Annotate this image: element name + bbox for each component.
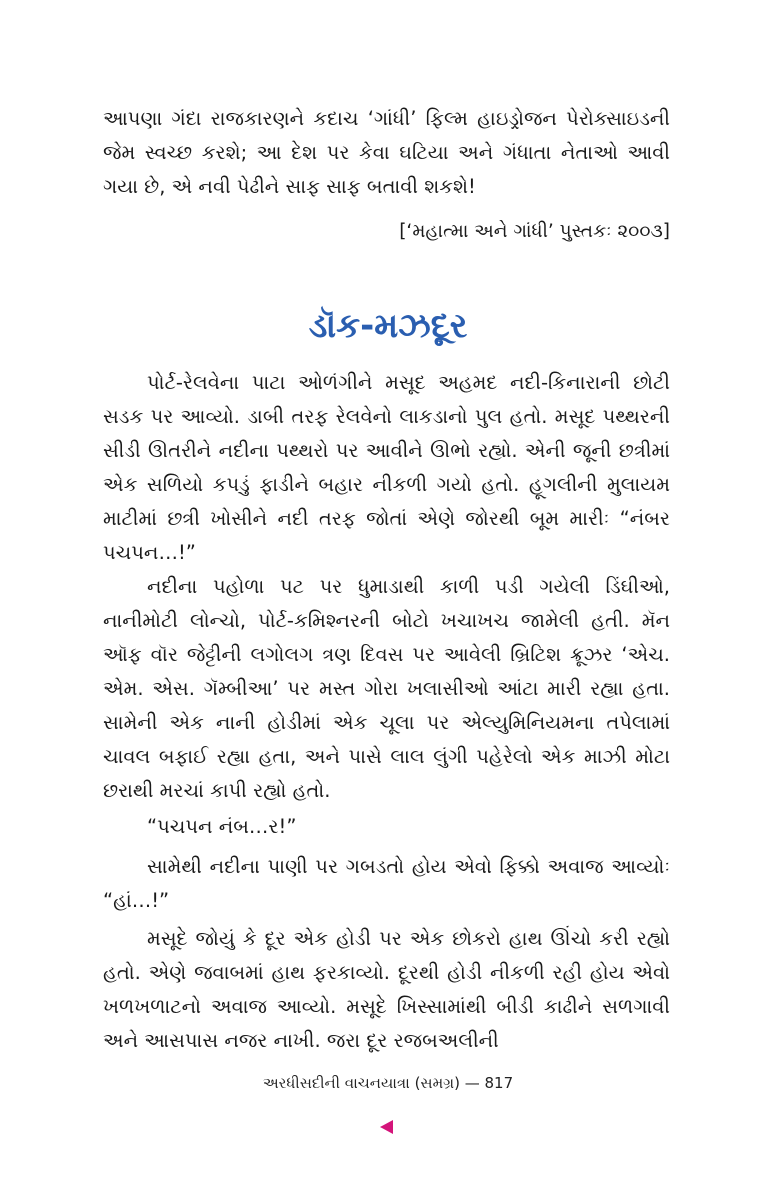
page-footer: અરધીસદીની વાચનયાત્રા (સમગ્ર) — 817: [262, 1074, 514, 1092]
chapter-title: ડૉક-મઝદૂર: [308, 306, 468, 346]
dialogue-line-1: “પચપન નંબ…ર!”: [147, 815, 297, 838]
triangle-left-icon[interactable]: [380, 1120, 393, 1134]
paragraph-3: સામેથી નદીના પાણી પર ગબડતો હોય એવો ફિક્કો અવાજ આવ્યોઃ “હાં…!”: [103, 855, 670, 912]
intro-paragraph: આપણા ગંદા રાજકારણને કદાચ ‘ગાંધી’ ફિલ્મ હાઇડ્રોજન પેરોક્સાઇડની જેમ સ્વચ્છ કરશે; આ દેશ પર કેવા ઘટિયા અને ગંધાતા નેતાઓ આવી ગયા છે, એ નવી પેઢીને સાફ સાફ બતાવી શકશે!: [103, 107, 670, 198]
paragraph-2: નદીના પહોળા પટ પર ધુમાડાથી કાળી પડી ગયેલી ડિંઘીઓ, નાનીમોટી લોન્ચો, પોર્ટ-કમિશ્નરની બોટો ખચાખચ જામેલી હતી. મૅન ઑફ વૉર જેટ્ટીની લગોલગ ત્રણ દિવસ પર આવેલી બ્રિટિશ ક્રૂઝર ‘એચ. એમ. એસ. ગૅમ્બીઆ’ પર મસ્ત ગોરા ખલાસીઓ આંટા મારી રહ્યા હતા. સામેની એક નાની હોડીમાં એક ચૂલા પર એલ્યુમિનિયમના તપેલામાં ચાવલ બફાઈ રહ્યા હતા, અને પાસે લાલ લુંગી પહેરેલો એક માઝી મોટા છરાથી મરચાં કાપી રહ્યો હતો.: [103, 575, 670, 802]
paragraph-4: મસૂદે જોયું કે દૂર એક હોડી પર એક છોકરો હાથ ઊંચો કરી રહ્યો હતો. એણે જવાબમાં હાથ ફરકાવ્યો. દૂરથી હોડી નીકળી રહી હોય એવો ખળખળાટનો અવાજ આવ્યો. મસૂદે ખિસ્સામાંથી બીડી કાઢીને સળગાવી અને આસપાસ નજર નાખી. જરા દૂર રજબઅલીની: [103, 927, 670, 1052]
paragraph-1: પોર્ટ-રેલવેના પાટા ઓળંગીને મસૂદ અહમદ નદી-કિનારાની છોટી સડક પર આવ્યો. ડાબી તરફ રેલવેનો લાકડાનો પુલ હતો. મસૂદ પથ્થરની સીડી ઊતરીને નદીના પથ્થરો પર આવીને ઊભો રહ્યો. એની જૂની છત્રીમાં એક સળિયો કપડું ફાડીને બહાર નીકળી ગયો હતો. હૂગલીની મુલાયમ માટીમાં છત્રી ખોસીને નદી તરફ જોતાં એણે જોરથી બૂમ મારીઃ “નંબર પચપન…!”: [103, 371, 670, 564]
citation: [‘મહાત્મા અને ગાંધી’ પુસ્તકઃ ૨૦૦૩]: [399, 221, 670, 242]
